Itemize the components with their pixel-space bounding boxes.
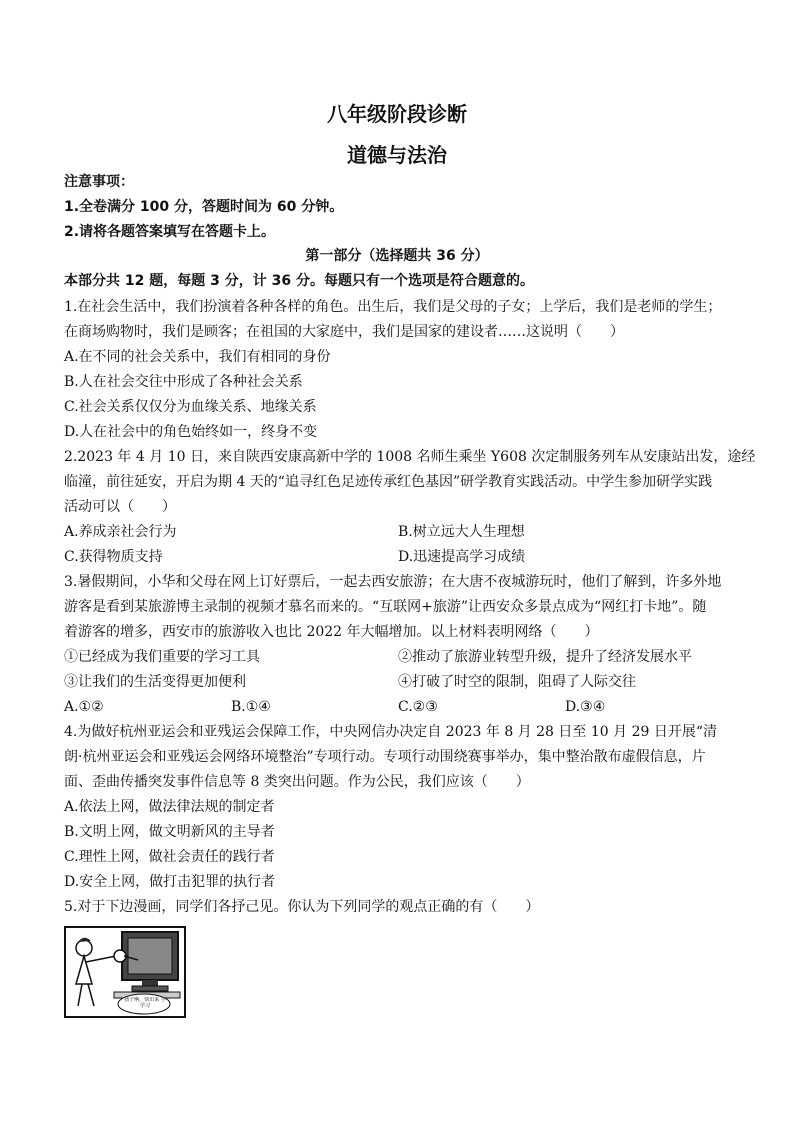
- q4-option-a: A.依法上网，做法律法规的制定者: [64, 799, 275, 815]
- q4-stem: 朗·杭州亚运会和亚残运会网络环境整治”专项行动。专项行动围绕赛事举办，集中整治散布虚假信息，片: [64, 749, 706, 765]
- q3-statement: ①已经成为我们重要的学习工具: [64, 649, 260, 665]
- q2-option-a: A.养成亲社会行为: [64, 524, 177, 540]
- part1-instruction: 本部分共 12 题，每题 3 分，计 36 分。每题只有一个选项是符合题意的。: [64, 273, 534, 289]
- q3-stem: 3.暑假期间，小华和父母在网上订好票后，一起去西安旅游；在大唐不夜城游玩时，他们了解到，许多外地: [64, 574, 722, 590]
- q4-option-d: D.安全上网，做打击犯罪的执行者: [64, 874, 276, 890]
- q1-option-b: B.人在社会交往中形成了各种社会关系: [64, 374, 303, 390]
- q4-stem: 面、歪曲传播突发事件信息等 8 类突出问题。作为公民，我们应该（ ）: [64, 774, 530, 790]
- note-item: 2.请将各题答案填写在答题卡上。: [64, 224, 276, 240]
- q3-statement: ②推动了旅游业转型升级，提升了经济发展水平: [398, 649, 692, 665]
- q3-option-b: B.①④: [231, 699, 271, 715]
- q2-option-b: B.树立远大人生理想: [398, 524, 525, 540]
- q3-option-c: C.②③: [398, 699, 438, 715]
- q5-stem: 5.对于下边漫画，同学们各抒己见。你认为下列同学的观点正确的有（ ）: [64, 899, 540, 915]
- q1-stem: 1.在社会生活中，我们扮演着各种各样的角色。出生后，我们是父母的子女；上学后，我们是老师的学生；: [64, 299, 722, 315]
- q3-stem: 着游客的增多，西安市的旅游收入也比 2022 年大幅增加。以上材料表明网络（ ）: [64, 624, 599, 640]
- q3-stem: 游客是看到某旅游博主录制的视频才慕名而来的。“互联网+旅游”让西安众多景点成为“网红打卡地”。随: [64, 599, 707, 615]
- q4-option-c: C.理性上网，做社会责任的践行者: [64, 849, 275, 865]
- q1-stem: 在商场购物时，我们是顾客；在祖国的大家庭中，我们是国家的建设者……这说明（ ）: [64, 324, 624, 340]
- cartoon-caption: 孩子啊，快出来 学学习: [124, 997, 166, 1009]
- q3-option-a: A.①②: [64, 699, 104, 715]
- q1-option-c: C.社会关系仅仅分为血缘关系、地缘关系: [64, 399, 317, 415]
- cartoon-illustration: [64, 926, 186, 1018]
- exam-title: 八年级阶段诊断: [327, 102, 467, 126]
- notes-heading: 注意事项：: [64, 174, 134, 190]
- q2-stem: 临潼，前往延安，开启为期 4 天的“追寻红色足迹传承红色基因”研学教育实践活动。中学生参加研学实践: [64, 474, 713, 490]
- note-item: 1.全卷满分 100 分，答题时间为 60 分钟。: [64, 199, 344, 215]
- q3-statement: ③让我们的生活变得更加便利: [64, 674, 246, 690]
- q3-statement: ④打破了时空的限制，阻碍了人际交往: [398, 674, 636, 690]
- q2-option-d: D.迅速提高学习成绩: [398, 549, 526, 565]
- q2-stem: 2.2023 年 4 月 10 日，来自陕西安康高新中学的 1008 名师生乘坐 Y608 次定制服务列车从安康站出发，途经: [64, 449, 756, 465]
- q1-option-d: D.人在社会中的角色始终如一，终身不变: [64, 424, 318, 440]
- q4-option-b: B.文明上网，做文明新风的主导者: [64, 824, 275, 840]
- q4-stem: 4.为做好杭州亚运会和亚残运会保障工作，中央网信办决定自 2023 年 8 月 28 日至 10 月 29 日开展“清: [64, 724, 717, 740]
- q1-option-a: A.在不同的社会关系中，我们有相同的身份: [64, 349, 331, 365]
- q2-option-c: C.获得物质支持: [64, 549, 163, 565]
- q3-option-d: D.③④: [565, 699, 606, 715]
- subject-title: 道德与法治: [347, 143, 447, 167]
- part1-heading: 第一部分（选择题共 36 分）: [305, 248, 489, 264]
- q2-stem: 活动可以（ ）: [64, 499, 176, 515]
